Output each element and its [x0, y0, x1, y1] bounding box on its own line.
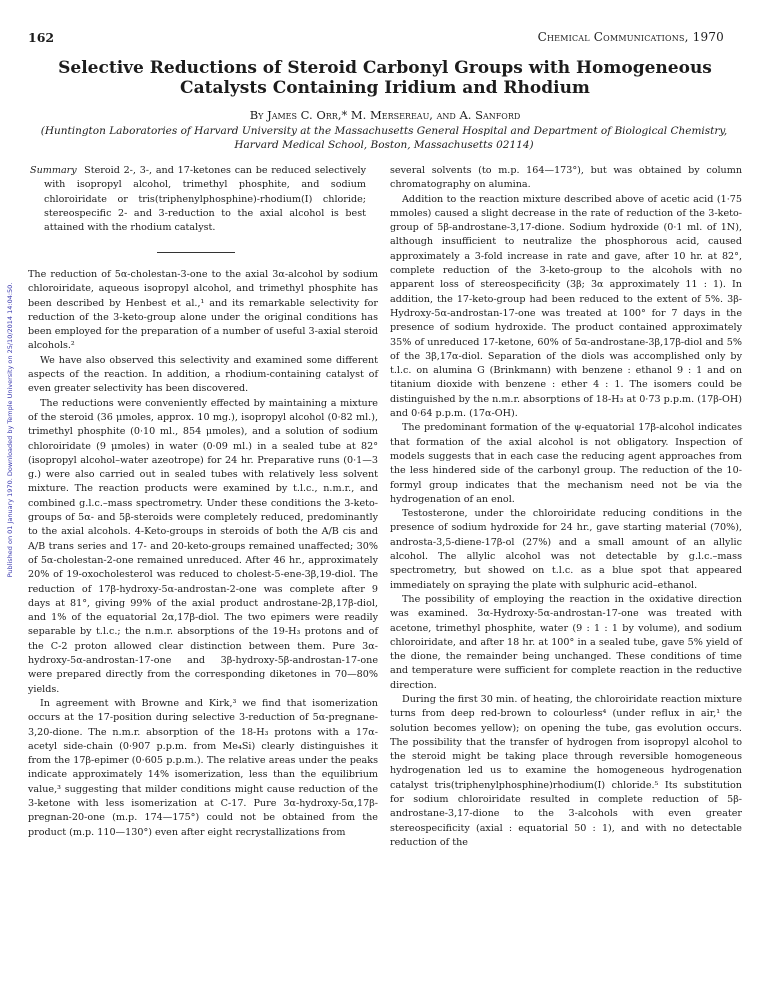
download-watermark-text: Published on 01 January 1970. Downloaded by Temple University on 25/10/2014 14:04:50. [6, 282, 14, 578]
section-divider [157, 252, 235, 253]
summary-block [30, 164, 366, 235]
paragraph: We have also observed this selectivity and examined some different aspects of the reaction. In addition, a rhodium-containing catalyst of even greater selectivity has been discovered. [28, 354, 378, 395]
article-affiliation: (Huntington Laboratories of Harvard University at the Massachusetts General Hospital and Department of Biological Chemistry, Harvard Medical School, Boston, Massachusetts 02114) [40, 125, 728, 151]
paragraph: several solvents (to m.p. 164—173°), but was obtained by column chromatography on alumina. [390, 165, 742, 191]
article-title: Selective Reductions of Steroid Carbonyl Groups with Homogeneous Catalysts Containing Iridium and Rhodium [58, 58, 712, 98]
summary-text: Steroid 2-, 3-, and 17-ketones can be reduced selectively with isopropyl alcohol, trimethyl phosphite, and sodium chloroiridate or tris(triphenylphosphine)-rhodium(I) chloride; stereospecific 2- and 3-reduction to the axial alcohol is best attained with the rhodium catalyst. [44, 165, 366, 234]
right-column [390, 164, 742, 850]
article-authors: By James C. Orr,* M. Mersereau, and A. Sanford [249, 108, 521, 122]
paragraph: The predominant formation of the ψ-equatorial 17β-alcohol indicates that formation of the axial alcohol is not obligatory. Inspection of models suggests that in each case the reducing agent approaches from the less hindered side of the carbonyl group. The reduction of the 10-formyl group indicates that the mechanism need not be via the hydrogenation of an enol. [390, 422, 742, 505]
page-number: 162 [28, 30, 55, 45]
summary-label: Summary [30, 165, 77, 176]
paragraph: The reductions were conveniently effected by maintaining a mixture of the steroid (36 μmoles, approx. 10 mg.), isopropyl alcohol (0·82 ml.), trimethyl phosphite (0·10 ml., 854 μmoles), and a solution of sodium chloroiridate (9 μmoles) in water (0·09 ml.) in a sealed tube at 82° (isopropyl alcohol–water azeotrope) for 24 hr. Preparative runs (0·1—3 g.) were also carried out in sealed tubes with relatively less solvent mixture. The reaction products were examined by t.l.c., n.m.r., and combined g.l.c.–mass spectrometry. Under these conditions the 3-keto-groups of 5α- and 5β-steroids were completely reduced, predominantly to the axial alcohols. 4-Keto-groups in steroids of both the A/B cis and A/B trans series and 17- and 20-keto-groups remained unaffected; 30% of 5α-cholestan-2-one remained unreduced. After 46 hr., approximately 20% of 19-oxocholesterol was reduced to cholest-5-ene-3β,19-diol. The reduction of 17β-hydroxy-5α-androstan-2-one was complete after 9 days at 81°, giving 99% of the axial product androstane-2β,17β-diol, and 1% of the equatorial 2α,17β-diol. The two epimers were readily separable by t.l.c.; the n.m.r. absorptions of the 19-H₃ protons and of the C-2 proton allowed clear distinction between them. Pure 3α-hydroxy-5α-androstan-17-one and 3β-hydroxy-5β-androstan-17-one were prepared directly from the corresponding diketones in 70—80% yields. [28, 397, 378, 695]
paragraph: The possibility of employing the reaction in the oxidative direction was examined. 3α-Hydroxy-5α-androstan-17-one was treated with acetone, trimethyl phosphite, water (9 : 1 : 1 by volume), and sodium chloroiridate, and after 18 hr. at 100° in a sealed tube, gave 5% yield of the dione, the remainder being unchanged. These conditions of time and temperature were sufficient for complete reaction in the reductive direction. [390, 593, 742, 691]
paragraph: Testosterone, under the chloroiridate reducing conditions in the presence of sodium hydroxide for 24 hr., gave starting material (70%), androsta-3,5-diene-17β-ol (27%) and a small amount of an allylic alcohol. The allylic alcohol was not detectable by g.l.c.–mass spectrometry, but showed on t.l.c. as a blue spot that appeared immediately on spraying the plate with sulphuric acid–ethanol. [390, 508, 742, 591]
paragraph: In agreement with Browne and Kirk,³ we find that isomerization occurs at the 17-position during selective 3-reduction of 5α-pregnane-3,20-dione. The n.m.r. absorption of the 18-H₃ protons with a 17α-acetyl side-chain (0·907 p.p.m. from Me₄Si) clearly distinguishes it from the 17β-epimer (0·605 p.p.m.). The relative areas under the peaks indicate approximately 14% isomerization, less than the equilibrium value,³ suggesting that milder conditions might cause reduction of the 3-ketone with less isomerization at C-17. Pure 3α-hydroxy-5α,17β-pregnan-20-one (m.p. 174—175°) could not be obtained from the product (m.p. 110—130°) even after eight recrystallizations from [28, 697, 378, 838]
journal-running-head: Chemical Communications, 1970 [537, 30, 724, 44]
paragraph: Addition to the reaction mixture described above of acetic acid (1·75 mmoles) caused a slight decrease in the rate of reduction of the 3-keto-group of 5β-androstane-3,17-dione. Sodium hydroxide (0·1 ml. of 1N), although insufficient to neutralize the phosphorous acid, caused approximately a 3-fold increase in rate and gave, after 10 hr. at 82°, complete reduction of the 3-keto-group to the alcohols with no apparent loss of stereospecificity (3β; 3α approximately 11 : 1). In addition, the 17-keto-group had been reduced to the extent of 5%. 3β-Hydroxy-5α-androstan-17-one was treated at 100° for 7 days in the presence of sodium hydroxide. The product contained approximately 35% of unreduced 17-ketone, 60% of 5α-androstane-3β,17β-diol and 5% of the 3β,17α-diol. Separation of the diols was accomplished only by t.l.c. on alumina G (Brinkmann) with benzene : ethanol 9 : 1 and on titanium dioxide with benzene : ether 4 : 1. The isomers could be distinguished by the n.m.r. absorptions of 18-H₃ at 0·73 p.p.m. (17β-OH) and 0·64 p.p.m. (17α-OH). [390, 193, 742, 420]
paragraph: During the first 30 min. of heating, the chloroiridate reaction mixture turns from deep red-brown to colourless⁴ (under reflux in air,¹ the solution becomes yellow); on opening the tube, gas evolution occurs. The possibility that the transfer of hydrogen from isopropyl alcohol to the steroid might be taking place through reversible homogeneous hydrogenation led us to examine the homogeneous hydrogenation catalyst tris(triphenylphosphine)rhodium(I) chloride.⁵ Its substitution for sodium chloroiridate resulted in complete reduction of 5β-androstane-3,17-dione to the 3-alcohols with even greater stereospecificity (axial : equatorial 50 : 1), and with no detectable reduction of the [390, 693, 742, 848]
download-watermark [2, 150, 18, 710]
paragraph: The reduction of 5α-cholestan-3-one to the axial 3α-alcohol by sodium chloroiridate, aqueous isopropyl alcohol, and trimethyl phosphite has been described by Henbest et al.,¹ and its remarkable selectivity for reduction of the 3-keto-group alone under the original conditions has been employed for the preparation of a number of useful 3-axial steroid alcohols.² [28, 269, 378, 352]
left-column [28, 268, 378, 840]
